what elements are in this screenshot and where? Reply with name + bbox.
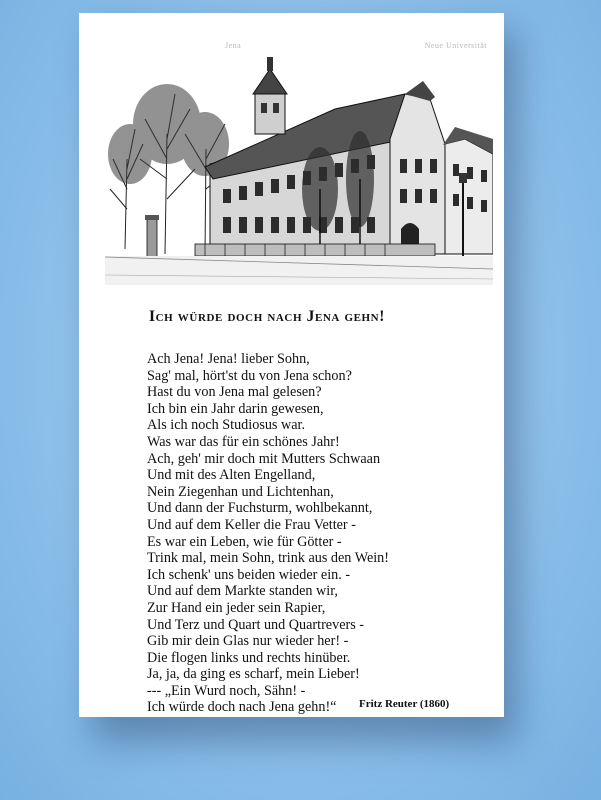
poem-line: Ich würde doch nach Jena gehn!“ bbox=[147, 699, 337, 716]
poem-author: Fritz Reuter (1860) bbox=[359, 698, 450, 710]
poem-line: Als ich noch Studiosus war. bbox=[147, 417, 306, 434]
poem-line: Ja, ja, da ging es scharf, mein Lieber! bbox=[147, 666, 360, 683]
poem-line: Ach Jena! Jena! lieber Sohn, bbox=[147, 351, 310, 367]
poem-line: Und dann der Fuchsturm, wohlbekannt, bbox=[147, 500, 373, 517]
poem-line: Ach, geh' mir doch mit Mutters Schwaan bbox=[147, 450, 381, 467]
poem-line: Es war ein Leben, wie für Götter - bbox=[147, 533, 342, 550]
poem-line: Trink mal, mein Sohn, trink aus den Wein! bbox=[147, 550, 390, 567]
poem-title: Ich würde doch nach Jena gehn! bbox=[149, 308, 385, 325]
poem-line: Nein Ziegenhan und Lichtenhan, bbox=[147, 483, 334, 500]
poem-line: Und auf dem Markte standen wir, bbox=[147, 583, 338, 600]
poem-line: --- „Ein Wurd noch, Sähn! - bbox=[147, 682, 306, 699]
poem-line: Sag' mal, hört'st du von Jena schon? bbox=[147, 367, 352, 384]
poem-line: Und Terz und Quart und Quartrevers - bbox=[147, 616, 365, 633]
image-caption-left: Jena bbox=[225, 41, 242, 50]
poem-line: Und mit des Alten Engelland, bbox=[147, 467, 316, 484]
poem-line: Ich bin ein Jahr darin gewesen, bbox=[147, 400, 324, 417]
image-caption-right: Neue Universität bbox=[424, 41, 487, 50]
poem-line: Was war das für ein schönes Jahr! bbox=[147, 433, 340, 450]
poem-text bbox=[147, 351, 389, 716]
poem-line: Und auf dem Keller die Frau Vetter - bbox=[147, 516, 356, 533]
poem-card bbox=[79, 13, 504, 717]
poem-line: Die flogen links und rechts hinüber. bbox=[147, 649, 351, 666]
poem-line: Hast du von Jena mal gelesen? bbox=[147, 384, 322, 401]
poem-line: Gib mir dein Glas nur wieder her! - bbox=[147, 633, 349, 650]
poem-line: Zur Hand ein jeder sein Rapier, bbox=[147, 599, 326, 616]
poem-line: Ich schenk' uns beiden wieder ein. - bbox=[147, 566, 351, 583]
university-building-engraving bbox=[105, 39, 493, 285]
